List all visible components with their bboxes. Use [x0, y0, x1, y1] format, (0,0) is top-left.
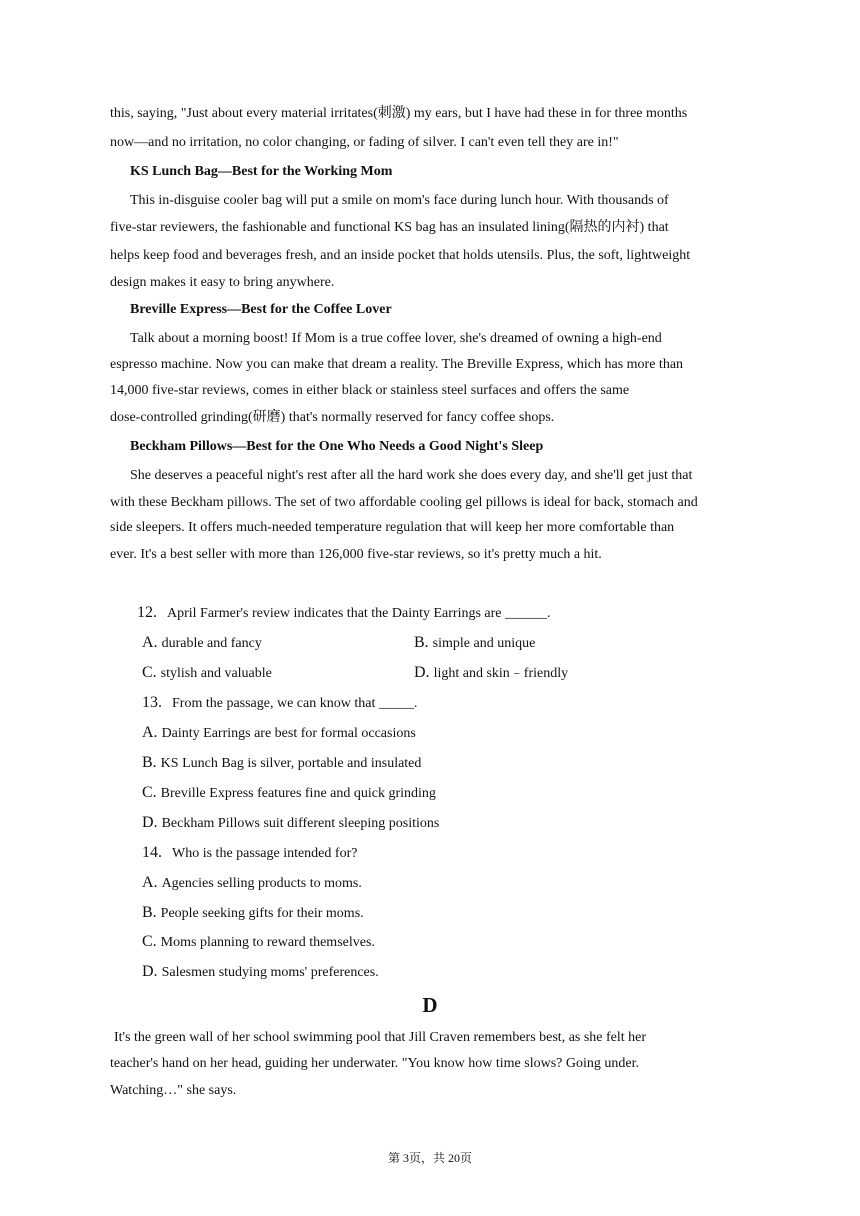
question-text: From the passage, we can know that _____.	[172, 696, 418, 711]
question-stem	[137, 603, 787, 624]
section-heading: KS Lunch Bag—Best for the Working Mom	[130, 164, 393, 179]
answer-option[interactable]	[142, 932, 375, 953]
paragraph-line: this, saying, "Just about every material irritates(刺激) my ears, but I have had these in for three months	[110, 106, 688, 121]
answer-option[interactable]	[142, 723, 416, 744]
question-stem	[142, 693, 792, 714]
question-number: 14.	[142, 844, 162, 861]
option-text: Agencies selling products to moms.	[161, 876, 362, 891]
question-stem	[142, 843, 792, 864]
answer-option[interactable]	[142, 753, 421, 774]
answer-option[interactable]	[414, 633, 535, 654]
paragraph-line: Watching…" she says.	[110, 1083, 237, 1098]
question-text: Who is the passage intended for?	[172, 846, 358, 861]
section-heading: Beckham Pillows—Best for the One Who Needs a Good Night's Sleep	[130, 439, 544, 454]
option-text: KS Lunch Bag is silver, portable and insulated	[160, 756, 422, 771]
option-letter: B.	[142, 904, 157, 921]
answer-option[interactable]	[142, 783, 436, 804]
answer-option[interactable]	[142, 633, 262, 654]
option-text: durable and fancy	[161, 636, 262, 651]
option-letter: C.	[142, 664, 157, 681]
paragraph-line: with these Beckham pillows. The set of two affordable cooling gel pillows is ideal for back, stomach and	[110, 495, 698, 510]
option-letter: C.	[142, 933, 157, 950]
paragraph-line: helps keep food and beverages fresh, and an inside pocket that holds utensils. Plus, the soft, lightweight	[110, 248, 691, 263]
option-letter: B.	[142, 754, 157, 771]
paragraph-line: five-star reviewers, the fashionable and functional KS bag has an insulated lining(隔热的内衬) that	[110, 220, 669, 235]
answer-option[interactable]	[142, 813, 439, 834]
option-letter: B.	[414, 634, 429, 651]
option-letter: C.	[142, 784, 157, 801]
paragraph-line: teacher's hand on her head, guiding her underwater. "You know how time slows? Going under.	[110, 1056, 639, 1071]
page-footer: 第 3页，共 20页	[387, 1151, 472, 1165]
option-text: Beckham Pillows suit different sleeping positions	[161, 816, 440, 831]
paragraph-line: Talk about a morning boost! If Mom is a true coffee lover, she's dreamed of owning a high-end	[130, 331, 662, 346]
answer-option[interactable]	[142, 873, 362, 894]
option-text: People seeking gifts for their moms.	[160, 906, 364, 921]
option-letter: A.	[142, 874, 158, 891]
question-text: April Farmer's review indicates that the Dainty Earrings are ______.	[167, 606, 551, 621]
paragraph-line: It's the green wall of her school swimming pool that Jill Craven remembers best, as she felt her	[114, 1030, 647, 1045]
section-label: D	[422, 993, 438, 1017]
paragraph-line: design makes it easy to bring anywhere.	[110, 275, 335, 290]
option-text: simple and unique	[432, 636, 536, 651]
option-text: Dainty Earrings are best for formal occasions	[161, 726, 416, 741]
section-heading: Breville Express—Best for the Coffee Lover	[130, 302, 392, 317]
paragraph-line: side sleepers. It offers much-needed temperature regulation that will keep her more comfortable than	[110, 520, 675, 535]
option-letter: D.	[142, 814, 158, 831]
paragraph-line: espresso machine. Now you can make that dream a reality. The Breville Express, which has more than	[110, 357, 684, 372]
paragraph-line: She deserves a peaceful night's rest after all the hard work she does every day, and she'll get just that	[130, 468, 693, 483]
option-text: stylish and valuable	[160, 666, 272, 681]
option-text: Moms planning to reward themselves.	[160, 935, 375, 950]
paragraph-line: 14,000 five-star reviews, comes in either black or stainless steel surfaces and offers the same	[110, 383, 630, 398]
paragraph-line: now—and no irritation, no color changing, or fading of silver. I can't even tell they are in!"	[110, 135, 619, 150]
option-letter: D.	[414, 664, 430, 681]
answer-option[interactable]	[142, 663, 272, 684]
option-letter: D.	[142, 963, 158, 980]
option-letter: A.	[142, 634, 158, 651]
answer-option[interactable]	[142, 903, 364, 924]
paragraph-line: This in-disguise cooler bag will put a smile on mom's face during lunch hour. With thousands of	[130, 193, 669, 208]
question-number: 13.	[142, 694, 162, 711]
option-letter: A.	[142, 724, 158, 741]
option-text: Breville Express features fine and quick grinding	[160, 786, 436, 801]
paragraph-line: dose-controlled grinding(研磨) that's normally reserved for fancy coffee shops.	[110, 410, 555, 425]
option-text: light and skin﹣friendly	[433, 666, 569, 681]
answer-option[interactable]	[414, 663, 568, 684]
answer-option[interactable]	[142, 962, 379, 983]
option-text: Salesmen studying moms' preferences.	[161, 965, 379, 980]
paragraph-line: ever. It's a best seller with more than 126,000 five-star reviews, so it's pretty much a hit.	[110, 547, 602, 562]
question-number: 12.	[137, 604, 157, 621]
